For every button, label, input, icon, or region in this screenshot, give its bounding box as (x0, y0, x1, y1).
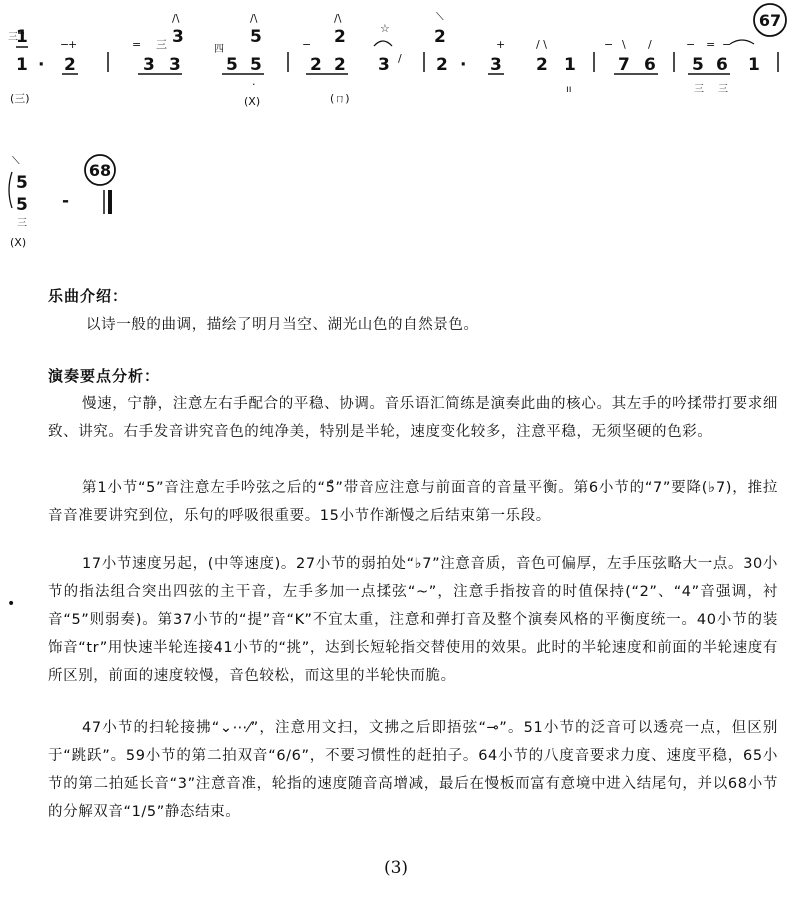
note: 3 (169, 55, 181, 75)
note: 2 (310, 55, 322, 75)
svg-text:☆: ☆ (380, 22, 390, 35)
svg-text:⟍: ⟍ (436, 10, 444, 23)
svg-text:=: = (132, 38, 142, 51)
note: 6 (644, 55, 656, 75)
note: 2 (64, 55, 76, 75)
note: 5 (250, 55, 262, 75)
svg-text:三: 三 (156, 38, 167, 51)
svg-text:ıı: ıı (566, 84, 572, 95)
fingering-mark: (ㄇ) (330, 92, 350, 105)
svg-text:三: 三 (17, 218, 27, 229)
analysis-heading: 演奏要点分析： (48, 367, 161, 385)
note: · (460, 55, 467, 75)
svg-text:−: − (604, 38, 614, 51)
note: 5 (16, 173, 28, 193)
svg-text:三: 三 (694, 84, 704, 95)
upper-number: 5 (250, 27, 262, 47)
upper-number: 3 (172, 27, 184, 47)
note: 6 (716, 55, 728, 75)
note: 7 (618, 55, 630, 75)
svg-text:·: · (252, 78, 256, 91)
analysis-paragraph-2: 第1小节“5”音注意左手吟弦之后的“5̊”带音应注意与前面音的音量平衡。第6小节的“7”要降(♭7)，推拉音音准要讲究到位，乐句的呼吸很重要。15小节作渐慢之后结束第一乐段。 (48, 480, 778, 524)
svg-text:⟍: ⟍ (12, 154, 20, 167)
notation-score (0, 0, 792, 270)
intro-heading: 乐曲介绍： (48, 287, 129, 305)
note: 5 (692, 55, 704, 75)
score-row-1 (8, 4, 786, 108)
svg-text:\: \ (622, 38, 626, 51)
note: 3 (490, 55, 502, 75)
note: 2 (536, 55, 548, 75)
note: 3 (378, 55, 390, 75)
note: 1 (748, 55, 760, 75)
svg-text:−: − (60, 38, 70, 51)
fingering-mark: (X) (244, 95, 261, 108)
note: 1 (564, 55, 576, 75)
svg-text:−: − (686, 38, 696, 51)
note: 1 (16, 27, 28, 47)
svg-text:三: 三 (718, 84, 728, 95)
page-number: (3) (383, 858, 409, 878)
margin-mark: • (7, 596, 16, 612)
svg-text:−: − (722, 38, 732, 51)
analysis-paragraph-1: 慢速，宁静，注意左右手配合的平稳、协调。音乐语汇简练是演奏此曲的核心。其左手的吟揉带打要求细致、讲究。右手发音讲究音色的纯净美，特别是半轮，速度变化较多，注意平稳，无须坚硬的色彩。 (48, 396, 778, 440)
svg-text:+: + (496, 38, 506, 51)
svg-text:/\: /\ (250, 12, 258, 25)
svg-text:−: − (302, 38, 312, 51)
note: 3 (143, 55, 155, 75)
note: 1 (16, 55, 28, 75)
analysis-paragraph-4: 47小节的扫轮接拂“⌄⋯⁄”，注意用文扫，文拂之后即捂弦“⊸”。51小节的泛音可以透亮一点，但区别于“跳跃”。59小节的第二拍双音“6/6”，不要习惯性的赶拍子。64小节的八度音要求力度、速度平稳，65小节的第二拍延长音“3”注意音准，轮指的速度随音高增减，最后在慢板而富有意境中进入结尾句，并以68小节的分解双音“1/5”静态结束。 (48, 720, 778, 820)
upper-number: 2 (434, 27, 446, 47)
fingering-mark: (X) (10, 236, 27, 249)
upper-number: 2 (334, 27, 346, 47)
note: 2 (436, 55, 448, 75)
note: 5 (16, 195, 28, 215)
svg-text:四: 四 (214, 44, 224, 55)
rehearsal-mark-68: 68 (88, 161, 112, 180)
note: - (62, 191, 70, 211)
svg-text:三: 三 (8, 32, 18, 43)
analysis-paragraph-3: 17小节速度另起，(中等速度)。27小节的弱拍处“♭7”注意音质，音色可偏厚，左手压弦略大一点。30小节的指法组合突出四弦的主干音，左手多加一点揉弦“~”，注意手指按音的时值保持(“2”、“4”音强调，衬音“5”则弱奏)。第37小节的“提”音“K”不宜太重，注意和弹打音及整个演奏风格的平衡度统一。40小节的装饰音“tr”用快速半轮连接41小节的“挑”，达到长短轮指交替使用的效果。此时的半轮速度和前面的半轮速度有所区别，前面的速度较慢，音色较松，而这里的半轮快而脆。 (48, 556, 778, 684)
svg-text:=: = (706, 38, 716, 51)
svg-text:/ \: / \ (536, 38, 547, 51)
score-row-2 (9, 154, 115, 249)
fingering-mark: (三) (10, 92, 30, 105)
note: 2 (334, 55, 346, 75)
svg-text:/\: /\ (334, 12, 342, 25)
svg-text:+: + (68, 38, 78, 51)
rehearsal-mark-67: 67 (758, 11, 782, 30)
svg-text:/: / (398, 52, 402, 65)
note: 5 (226, 55, 238, 75)
intro-body: 以诗一般的曲调，描绘了明月当空、湖光山色的自然景色。 (86, 317, 479, 333)
note: · (38, 55, 45, 75)
svg-text:/: / (648, 38, 652, 51)
svg-text:/\: /\ (172, 12, 180, 25)
